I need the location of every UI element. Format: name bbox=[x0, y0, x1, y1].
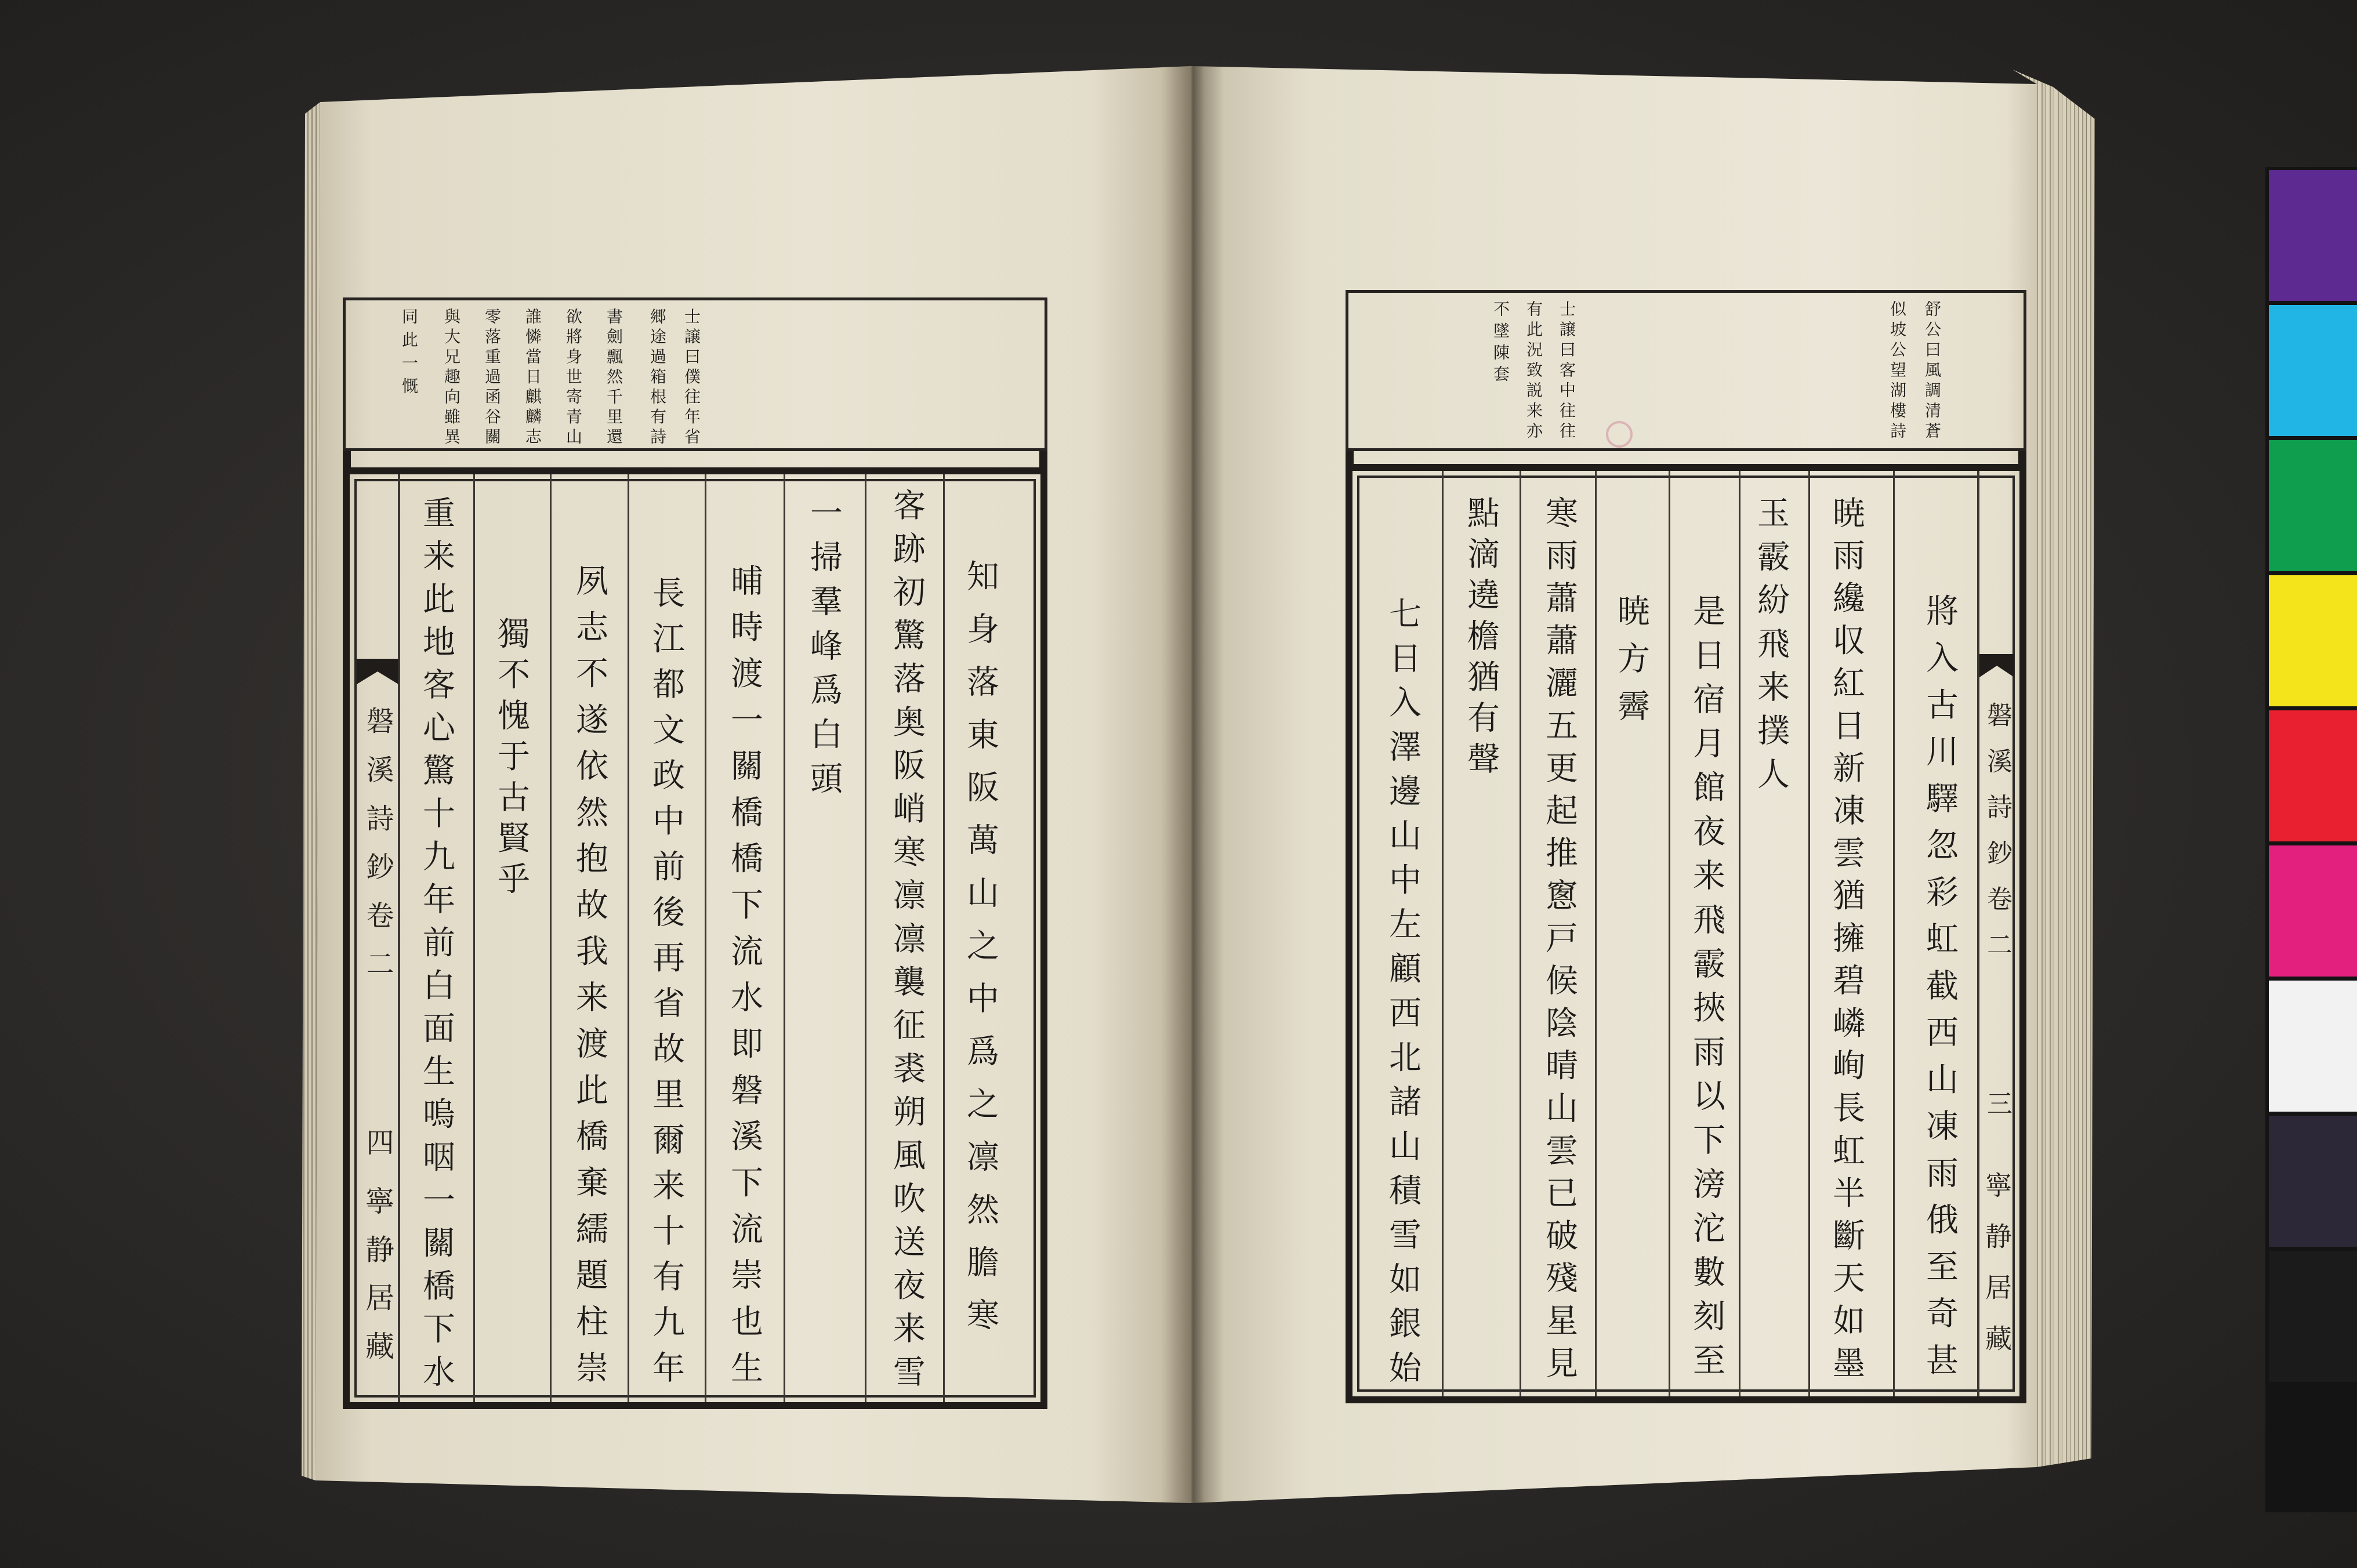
right-text-column: 玉霰紛飛来撲人 bbox=[1752, 496, 1790, 789]
left-headnote-line: 欲將身世寄青山 bbox=[564, 308, 583, 444]
right-headnote-line: 有此況致説来亦 bbox=[1524, 300, 1543, 438]
right-text-column: 將入古川驛忽彩虹截西山凍雨俄至奇甚 bbox=[1921, 594, 1959, 1375]
left-headnote-line: 與大兄趣向雖異 bbox=[442, 308, 461, 444]
left-text-column: 重来此地客心驚十九年前白面生嗚咽一關橋下水 bbox=[418, 496, 455, 1387]
right-imprint: 寧静居藏 bbox=[1981, 1171, 2012, 1351]
left-imprint: 寧静居藏 bbox=[361, 1186, 394, 1360]
right-text-column: 暁雨纔収紅日新凍雲猶擁碧嶙峋長虹半斷天如墨 bbox=[1827, 496, 1865, 1378]
right-text-column: 寒雨蕭蕭灑五更起推窻戸候陰晴山雲已破殘星見 bbox=[1540, 496, 1578, 1378]
right-folio-number: 三 bbox=[1982, 1090, 2012, 1116]
right-headnote-line: 似坡公望湖樓詩 bbox=[1888, 300, 1907, 438]
right-headnote-line: 舒公曰風調清蒼 bbox=[1923, 300, 1942, 438]
right-text-column: 點滴遶檐猶有聲 bbox=[1462, 496, 1500, 774]
right-text-column: 七日入澤邊山中左顧西北諸山積雪如銀始 bbox=[1384, 597, 1422, 1383]
right-text-column: 暁方霽 bbox=[1612, 594, 1650, 721]
calibration-patch-yellow bbox=[2269, 575, 2357, 706]
right-frame-connector bbox=[2018, 451, 2026, 465]
calibration-patch-dark-violet bbox=[2269, 1116, 2357, 1247]
left-text-column: 一掃羣峰爲白頭 bbox=[805, 496, 843, 794]
left-headnote-line: 書劍飄然千里還 bbox=[604, 308, 623, 444]
calibration-patch-white bbox=[2269, 981, 2357, 1112]
left-headnote-line: 同此一慨 bbox=[400, 308, 419, 394]
right-margin-title: 磐溪詩鈔卷二 bbox=[1982, 702, 2012, 957]
left-text-column: 客跡初驚落奥阪峭寒凛凛襲征裘朔風吹送夜来雪 bbox=[888, 488, 926, 1387]
right-headnote-line: 不墜陳套 bbox=[1491, 300, 1510, 382]
seal-mark bbox=[1606, 421, 1633, 448]
calibration-patch-red bbox=[2269, 710, 2357, 841]
column-rule bbox=[1893, 471, 1895, 1396]
left-headnote-line: 零落重過函谷關 bbox=[483, 308, 502, 444]
left-headnote-line: 士譲曰僕往年省 bbox=[682, 308, 701, 444]
fishtail-mark bbox=[1979, 654, 2014, 677]
left-text-column: 知身落東阪萬山之中爲之凛然膽寒 bbox=[962, 559, 999, 1330]
left-text-column: 長江都文政中前後再省故里爾来十有九年 bbox=[647, 576, 685, 1383]
calibration-patch-magenta bbox=[2269, 845, 2357, 977]
right-text-column: 是日宿月館夜来飛霰挾雨以下滂沱數刻至 bbox=[1688, 594, 1725, 1375]
calibration-patch-black bbox=[2269, 1251, 2357, 1382]
right-headnote-line: 士譲曰客中往往 bbox=[1557, 300, 1576, 438]
calibration-patch-purple bbox=[2269, 170, 2357, 301]
left-headnote-line: 誰憐當日麒麟志 bbox=[523, 308, 542, 444]
left-text-column: 晡時渡一關橋橋下流水即磐溪下流崇也生 bbox=[726, 564, 763, 1383]
left-margin-title: 磐溪詩鈔卷二 bbox=[361, 706, 394, 977]
calibration-patch-cyan bbox=[2269, 305, 2357, 436]
color-calibration-strip bbox=[2265, 167, 2357, 1512]
left-folio-number: 四 bbox=[361, 1128, 394, 1156]
right-frame-connector bbox=[1346, 451, 1354, 465]
left-headnote-line: 郷途過箱根有詩 bbox=[648, 308, 667, 444]
left-text-column: 獨不愧于古賢乎 bbox=[492, 616, 530, 894]
calibration-patch-green bbox=[2269, 440, 2357, 571]
left-text-column: 夙志不遂依然抱故我来渡此橋棄繻題柱崇 bbox=[571, 564, 608, 1383]
